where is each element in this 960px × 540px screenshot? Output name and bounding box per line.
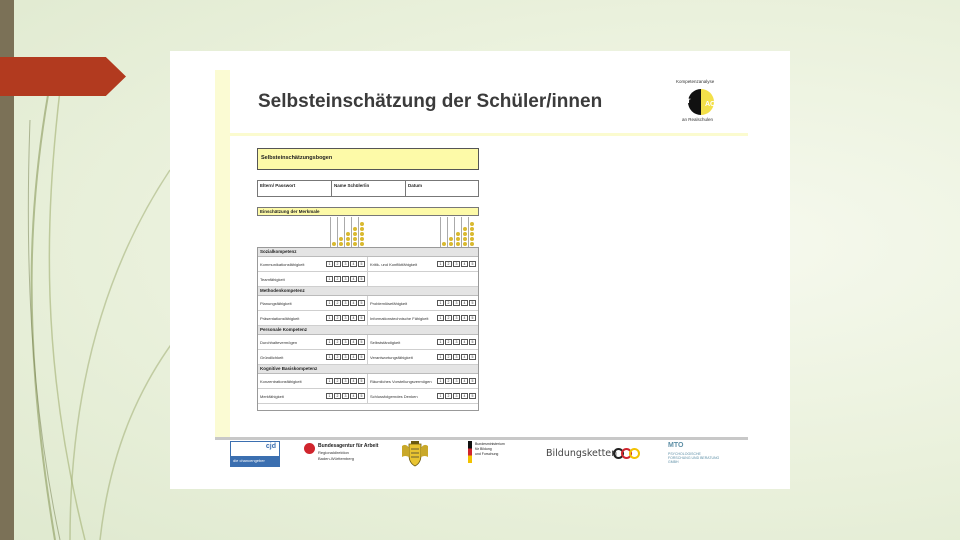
scale-dot (346, 237, 350, 241)
document-image (170, 51, 790, 489)
rating-box[interactable]: 4 (461, 354, 468, 360)
scale-dot (353, 237, 357, 241)
logo-subcaption: an Realschulen (682, 117, 714, 122)
competence-section-header: Kognitive Basiskompetenz (258, 365, 478, 374)
rating-box[interactable]: 5 (358, 315, 365, 321)
rating-box[interactable]: 3 (453, 354, 460, 360)
cjd-logo-sub: die chancengeber (231, 456, 279, 466)
bildungsketten-logo (546, 441, 646, 467)
scale-column (330, 217, 336, 247)
field-date: Datum (408, 183, 423, 188)
scale-dot (470, 222, 474, 226)
scale-dot (346, 242, 350, 246)
table-row (258, 389, 478, 404)
scale-dot (360, 242, 364, 246)
rating-box[interactable]: 3 (453, 315, 460, 321)
table-row (258, 374, 478, 389)
rating-box[interactable]: 2 (334, 378, 341, 384)
assessment-section-bar (257, 207, 479, 216)
bmbf-logo (468, 441, 524, 467)
rating-box[interactable]: 2 (445, 354, 452, 360)
rating-box[interactable]: 4 (350, 261, 357, 267)
table-row (258, 296, 478, 311)
rating-boxes (436, 339, 476, 345)
rating-box[interactable]: 2 (334, 315, 341, 321)
assessment-grid (257, 247, 479, 411)
scale-column (461, 217, 467, 247)
competence-cell (368, 350, 478, 364)
bundesagentur-line1: Regionaldirektion (318, 450, 349, 455)
partner-logos (230, 441, 740, 469)
coat-of-arms-logo (400, 441, 430, 467)
rating-boxes (325, 339, 365, 345)
rating-box[interactable]: 5 (358, 300, 365, 306)
competence-cell (368, 374, 478, 388)
yellow-side-band (215, 70, 230, 437)
competence-label: Durchhaltevermögen (260, 339, 298, 345)
scale-dot (346, 232, 350, 236)
scale-column (358, 217, 364, 247)
rating-box[interactable]: 5 (358, 378, 365, 384)
competence-label: Merkfähigkeit (260, 393, 284, 399)
rating-box[interactable]: 3 (342, 354, 349, 360)
field-name: Name Schüler/in (332, 181, 406, 196)
rating-box[interactable]: 3 (453, 261, 460, 267)
rating-box[interactable]: 5 (358, 393, 365, 399)
scale-dot (456, 232, 460, 236)
form-title-box (257, 148, 479, 170)
competence-cell (368, 311, 478, 325)
rating-box[interactable]: 4 (461, 300, 468, 306)
rating-box[interactable]: 2 (445, 300, 452, 306)
rating-boxes (436, 354, 476, 360)
rating-boxes (325, 300, 365, 306)
competence-label: Selbstständigkeit (370, 339, 401, 345)
competence-section-header: Personale Kompetenz (258, 326, 478, 335)
scale-dot (463, 227, 467, 231)
competence-cell (258, 272, 368, 286)
rating-box[interactable]: 5 (469, 378, 476, 384)
scale-dot (463, 232, 467, 236)
rating-box[interactable]: 2 (334, 339, 341, 345)
cjd-logo (230, 441, 280, 467)
rating-box[interactable]: 1 (326, 339, 333, 345)
rating-box[interactable]: 5 (358, 354, 365, 360)
rating-boxes (436, 261, 476, 267)
chain-link-icon-yellow (629, 448, 640, 459)
rating-box[interactable]: 3 (342, 378, 349, 384)
competence-label: Kommunikationsfähigkeit (260, 261, 305, 267)
rating-box[interactable]: 5 (469, 300, 476, 306)
scale-dot (360, 232, 364, 236)
rating-box[interactable]: 4 (461, 339, 468, 345)
scale-column (337, 217, 343, 247)
rating-box[interactable]: 3 (453, 378, 460, 384)
mto-logo (668, 441, 738, 467)
rating-box[interactable]: 2 (445, 261, 452, 267)
rating-box[interactable]: 1 (437, 354, 444, 360)
competence-label: Planungsfähigkeit (260, 300, 292, 306)
rating-box[interactable]: 5 (469, 261, 476, 267)
scale-dot (442, 242, 446, 246)
competence-cell (258, 296, 368, 310)
scale-dot (470, 242, 474, 246)
table-row (258, 311, 478, 326)
competence-cell (368, 389, 478, 403)
bundesagentur-title: Bundesagentur für Arbeit (318, 443, 379, 449)
bmbf-line2: für Bildung (475, 447, 492, 451)
competence-label: Problemlösefähigkeit (370, 300, 408, 306)
rating-box[interactable]: 3 (342, 300, 349, 306)
competence-label: Verantwortungsfähigkeit (370, 354, 413, 360)
rating-box[interactable]: 1 (437, 261, 444, 267)
rating-box[interactable]: 4 (350, 354, 357, 360)
rating-boxes (436, 315, 476, 321)
rating-box[interactable]: 2 (334, 300, 341, 306)
mto-line1: PSYCHOLOGISCHE (668, 452, 701, 456)
competence-label: Konzentrationsfähigkeit (260, 378, 302, 384)
scale-dot (339, 242, 343, 246)
scale-dot (470, 232, 474, 236)
rating-box[interactable]: 2 (334, 261, 341, 267)
rating-box[interactable]: 2 (445, 378, 452, 384)
kompetenzanalyse-logo (672, 79, 732, 129)
rating-boxes (436, 300, 476, 306)
competence-section-header: Methodenkompetenz (258, 287, 478, 296)
rating-box[interactable]: 5 (469, 339, 476, 345)
scale-dot (470, 227, 474, 231)
scale-dot (463, 242, 467, 246)
scale-dot (353, 232, 357, 236)
competence-cell (258, 350, 368, 364)
bundesagentur-line2: Baden-Württemberg (318, 456, 355, 461)
rating-box[interactable]: 2 (334, 393, 341, 399)
rating-boxes (325, 354, 365, 360)
title-underline (230, 133, 748, 136)
rating-box[interactable]: 4 (350, 339, 357, 345)
competence-cell (258, 257, 368, 271)
page-title: Selbsteinschätzung der Schüler/innen (258, 91, 603, 112)
rating-box[interactable]: 1 (437, 393, 444, 399)
scale-dot (353, 227, 357, 231)
rating-box[interactable]: 2 (445, 393, 452, 399)
rating-boxes (325, 276, 365, 282)
rating-box[interactable]: 1 (437, 339, 444, 345)
competence-cell (368, 257, 478, 271)
bmbf-line3: und Forschung (475, 452, 499, 456)
scale-dot (449, 237, 453, 241)
rating-box[interactable]: 5 (469, 393, 476, 399)
rating-box[interactable]: 4 (350, 393, 357, 399)
logo-letters-right: AC (705, 101, 716, 108)
scale-column (468, 217, 474, 247)
rating-box[interactable]: 3 (453, 393, 460, 399)
scale-dot (449, 242, 453, 246)
rating-box[interactable]: 4 (461, 315, 468, 321)
rating-box[interactable]: 2 (334, 276, 341, 282)
scale-dot (470, 237, 474, 241)
competence-label: Schlussfolgerndes Denken (370, 393, 418, 399)
assessment-section-label: Einschätzung der Merkmale (260, 209, 320, 214)
rating-box[interactable]: 3 (342, 339, 349, 345)
rating-boxes (325, 315, 365, 321)
competence-label: Kritik- und Konfliktfähigkeit (370, 261, 418, 267)
form-fields-row (257, 180, 479, 197)
competence-label: Präsentationsfähigkeit (260, 315, 300, 321)
bundesagentur-logo (304, 441, 384, 467)
competence-cell (368, 296, 478, 310)
table-row (258, 350, 478, 365)
competence-section-header: Sozialkompetenz (258, 248, 478, 257)
rating-boxes (325, 261, 365, 267)
rating-box[interactable]: 1 (326, 393, 333, 399)
rating-box[interactable]: 1 (437, 315, 444, 321)
competence-label: Informationstechnische Fähigkeit (370, 315, 429, 321)
competence-cell (258, 311, 368, 325)
scale-column (344, 217, 350, 247)
bmbf-line1: Bundesministerium (475, 442, 505, 446)
bildungsketten-text: Bildungsketten (546, 448, 618, 459)
form-title: Selbsteinschätzungsbogen (261, 155, 333, 161)
scale-column (454, 217, 460, 247)
scale-dot (463, 237, 467, 241)
rating-box[interactable]: 1 (437, 378, 444, 384)
scale-column (447, 217, 453, 247)
rating-box[interactable]: 2 (334, 354, 341, 360)
footer-divider (215, 437, 748, 440)
scale-dot (360, 237, 364, 241)
rating-boxes (325, 393, 365, 399)
german-flag-icon (468, 441, 472, 463)
rating-box[interactable]: 2 (445, 339, 452, 345)
scale-dot (360, 222, 364, 226)
competence-cell (368, 272, 478, 286)
cjd-logo-text: cjd (265, 443, 276, 450)
scale-column (351, 217, 357, 247)
rating-box[interactable]: 5 (358, 339, 365, 345)
rating-boxes (325, 378, 365, 384)
rating-box[interactable]: 3 (342, 315, 349, 321)
rating-box[interactable]: 4 (350, 276, 357, 282)
mto-line2: FORSCHUNG UND BERATUNG (668, 456, 720, 460)
rating-box[interactable]: 3 (342, 261, 349, 267)
rating-scale-left (330, 217, 366, 247)
rating-box[interactable]: 5 (358, 261, 365, 267)
rating-box[interactable]: 1 (326, 276, 333, 282)
scale-dot (332, 242, 336, 246)
scale-dot (456, 237, 460, 241)
table-row (258, 272, 478, 287)
scale-dot (339, 237, 343, 241)
rating-box[interactable]: 4 (461, 393, 468, 399)
rating-box[interactable]: 3 (453, 300, 460, 306)
table-row (258, 335, 478, 350)
rating-boxes (436, 378, 476, 384)
rating-box[interactable]: 4 (461, 378, 468, 384)
competence-cell (368, 335, 478, 349)
rating-box[interactable]: 3 (453, 339, 460, 345)
title-arrow-marker (0, 57, 126, 96)
scale-dot (456, 242, 460, 246)
scale-column (440, 217, 446, 247)
mto-line3: GMBH (668, 460, 679, 464)
table-row (258, 257, 478, 272)
competence-label: Räumliches Vorstellungsvermögen (370, 378, 432, 384)
rating-box[interactable]: 4 (350, 315, 357, 321)
logo-letters-left: Pr (682, 96, 691, 105)
scale-dot (353, 242, 357, 246)
rating-box[interactable]: 4 (461, 261, 468, 267)
mto-text: MTO (668, 442, 684, 449)
rating-box[interactable]: 1 (326, 261, 333, 267)
rating-box[interactable]: 5 (358, 276, 365, 282)
rating-box[interactable]: 5 (469, 315, 476, 321)
competence-cell (258, 389, 368, 403)
competence-cell (258, 374, 368, 388)
rating-box[interactable]: 3 (342, 276, 349, 282)
rating-box[interactable]: 4 (350, 300, 357, 306)
rating-box[interactable]: 2 (445, 315, 452, 321)
rating-box[interactable]: 1 (437, 300, 444, 306)
rating-box[interactable]: 3 (342, 393, 349, 399)
rating-box[interactable]: 1 (326, 300, 333, 306)
competence-cell (258, 335, 368, 349)
rating-box[interactable]: 1 (326, 378, 333, 384)
rating-scale-right (440, 217, 476, 247)
rating-box[interactable]: 1 (326, 354, 333, 360)
rating-boxes (436, 393, 476, 399)
competence-label: Teamfähigkeit (260, 276, 285, 282)
scale-dot (360, 227, 364, 231)
bundesagentur-icon (304, 443, 315, 454)
rating-box[interactable]: 4 (350, 378, 357, 384)
rating-box[interactable]: 5 (469, 354, 476, 360)
logo-caption: Kompetenzanalyse (676, 79, 715, 84)
rating-box[interactable]: 1 (326, 315, 333, 321)
competence-label: Gründlichkeit (260, 354, 284, 360)
field-password: Eltern/ Passwort (258, 181, 332, 196)
